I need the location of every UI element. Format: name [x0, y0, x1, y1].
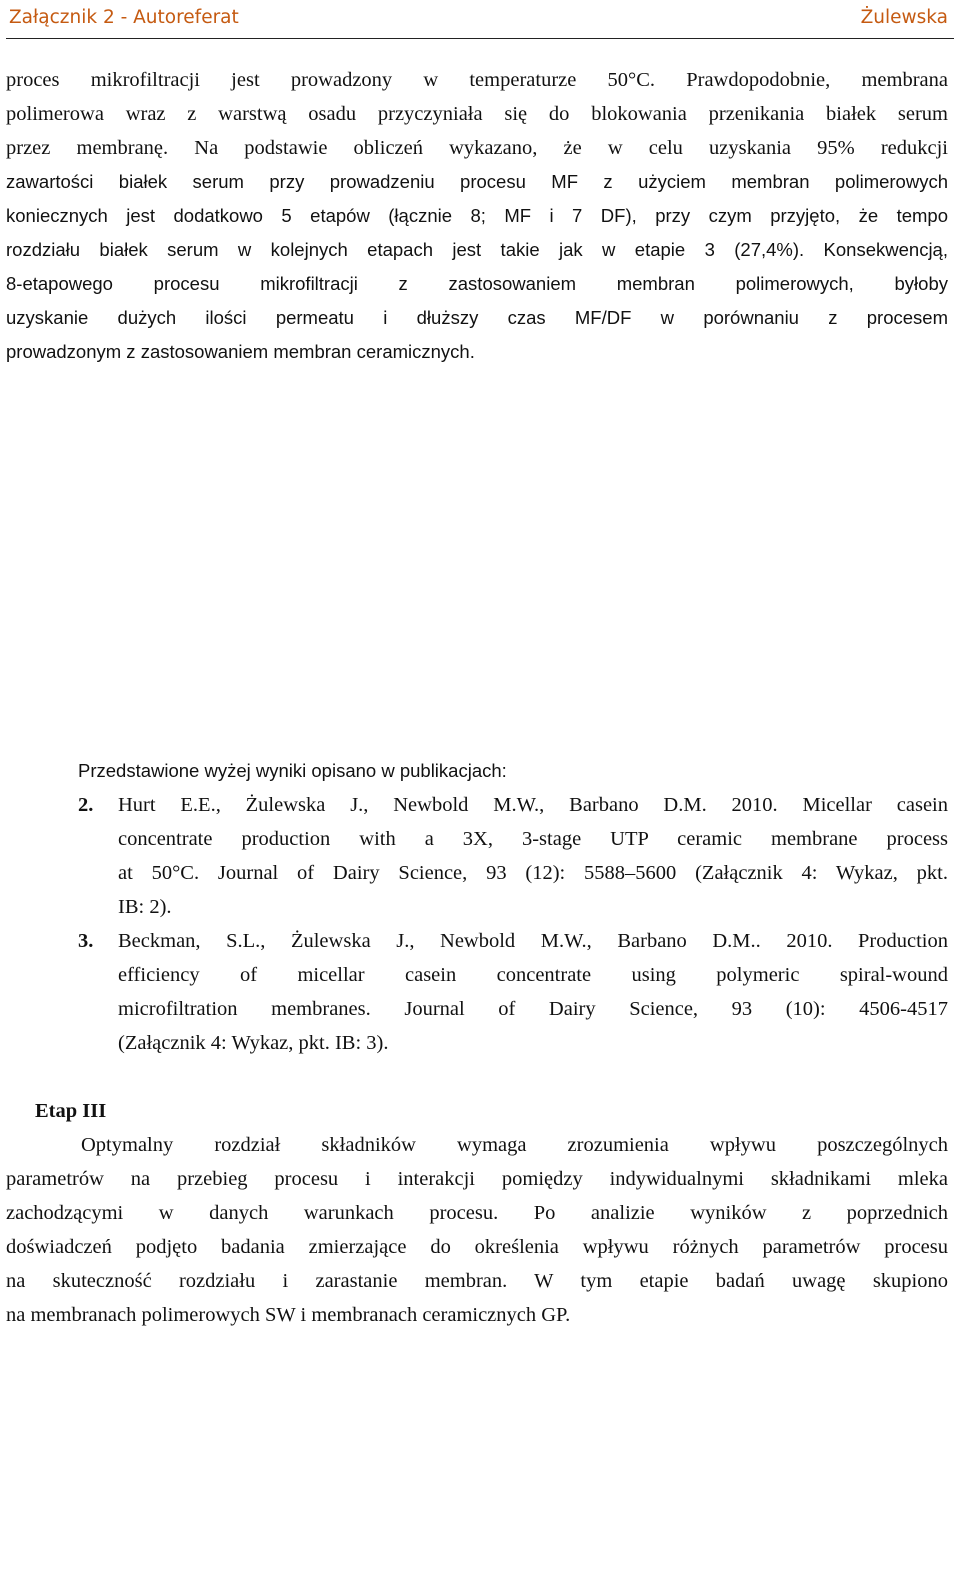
- header-author: Żulewska: [860, 6, 948, 28]
- text-line: rozdziału białek serum w kolejnych etapach jest takie jak w etapie 3 (27,4%). Konsekwencją,: [6, 239, 948, 260]
- publication-line: at 50°C. Journal of Dairy Science, 93 (12): 5588–5600 (Załącznik 4: Wykaz, pkt.: [118, 862, 948, 884]
- publications-intro: Przedstawione wyżej wyniki opisano w publikacjach:: [78, 760, 507, 781]
- text-line: parametrów na przebieg procesu i interakcji pomiędzy indywidualnymi składnikami mleka: [6, 1168, 948, 1190]
- publication-line: concentrate production with a 3X, 3-stage UTP ceramic membrane process: [118, 828, 948, 850]
- text-line: uzyskanie dużych ilości permeatu i dłuższy czas MF/DF w porównaniu z procesem: [6, 307, 948, 328]
- publication-line: IB: 2).: [118, 896, 172, 918]
- publication-text: Hurt E.E., Żulewska J., Newbold M.W., Barbano D.M. 2010. Micellar casein: [118, 794, 948, 816]
- publication-line: [78, 788, 948, 822]
- publication-item: [78, 924, 948, 1060]
- text-line: prowadzonym z zastosowaniem membran ceramicznych.: [6, 341, 475, 362]
- section-paragraph: [6, 1128, 948, 1332]
- publication-text: Beckman, S.L., Żulewska J., Newbold M.W., Barbano D.M.. 2010. Production: [118, 930, 948, 952]
- publication-item: [78, 788, 948, 924]
- text-line: zachodzącymi w danych warunkach procesu. Po analizie wyników z poprzednich: [6, 1202, 948, 1224]
- text-line: Optymalny rozdział składników wymaga zrozumienia wpływu poszczególnych: [81, 1134, 948, 1156]
- section-heading: Etap III: [35, 1100, 107, 1122]
- text-line: zawartości białek serum przy prowadzeniu procesu MF z użyciem membran polimerowych: [6, 171, 948, 192]
- text-line: przez membranę. Na podstawie obliczeń wykazano, że w celu uzyskania 95% redukcji: [6, 137, 948, 159]
- text-line: proces mikrofiltracji jest prowadzony w temperaturze 50°C. Prawdopodobnie, membrana: [6, 69, 948, 91]
- text-line: 8-etapowego procesu mikrofiltracji z zastosowaniem membran polimerowych, byłoby: [6, 273, 948, 294]
- text-line: na skuteczność rozdziału i zarastanie membran. W tym etapie badań uwagę skupiono: [6, 1270, 948, 1292]
- text-line: doświadczeń podjęto badania zmierzające do określenia wpływu różnych parametrów procesu: [6, 1236, 948, 1258]
- publication-line: microfiltration membranes. Journal of Dairy Science, 93 (10): 4506-4517: [118, 998, 948, 1020]
- header-divider: [6, 38, 954, 39]
- publication-line: [78, 924, 948, 958]
- paragraph-continuation: [6, 63, 948, 369]
- page-header: [9, 0, 948, 34]
- publication-number: 3.: [78, 930, 94, 952]
- publication-number: 2.: [78, 794, 94, 816]
- publication-line: efficiency of micellar casein concentrate using polymeric spiral-wound: [118, 964, 948, 986]
- header-title: Załącznik 2 - Autoreferat: [9, 6, 239, 28]
- publication-line: (Załącznik 4: Wykaz, pkt. IB: 3).: [118, 1032, 389, 1054]
- text-line: polimerowa wraz z warstwą osadu przyczyniała się do blokowania przenikania białek serum: [6, 103, 948, 125]
- text-line: koniecznych jest dodatkowo 5 etapów (łącznie 8; MF i 7 DF), przy czym przyjęto, że tempo: [6, 205, 948, 226]
- text-line: na membranach polimerowych SW i membranach ceramicznych GP.: [6, 1304, 571, 1326]
